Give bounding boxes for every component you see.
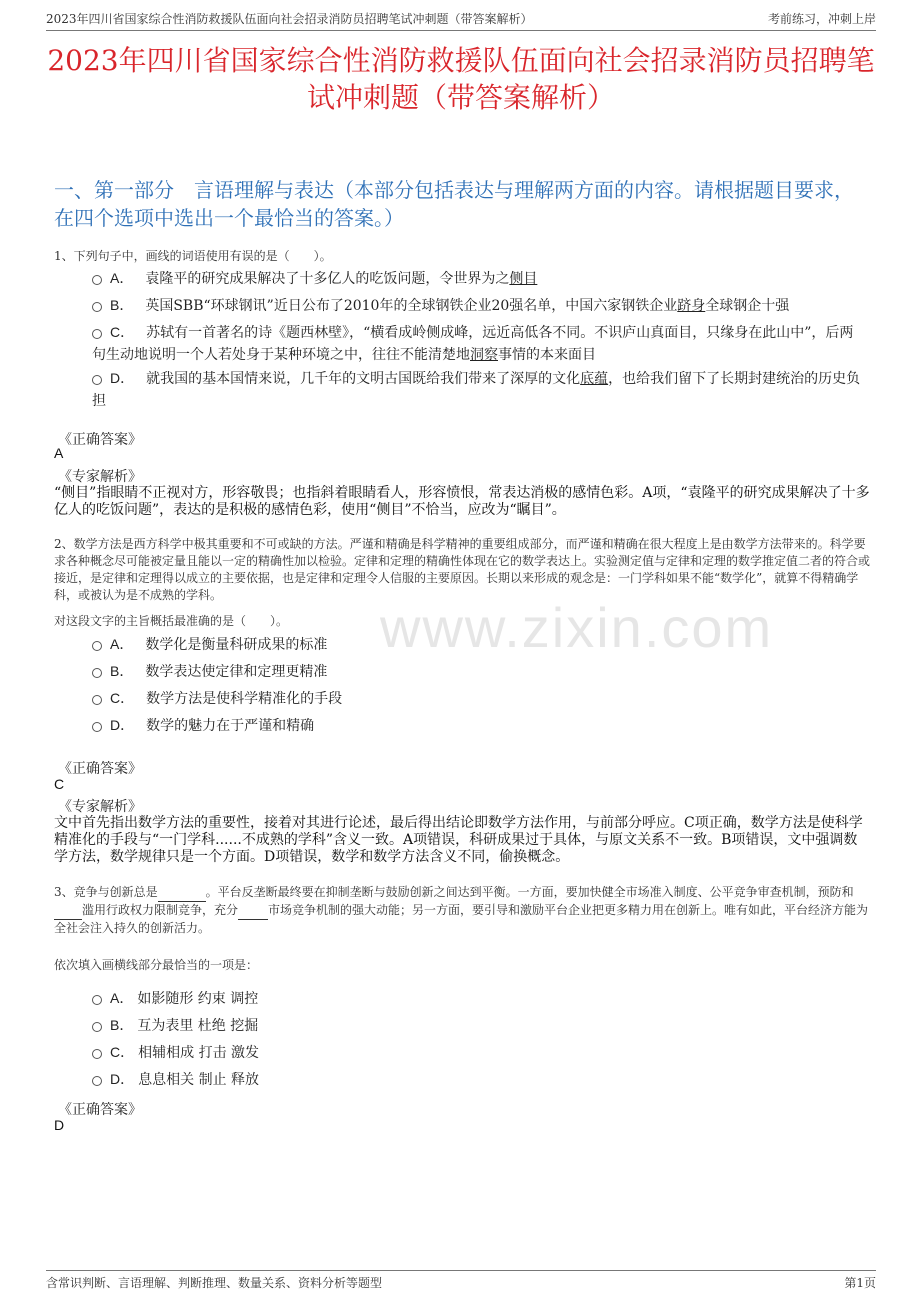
q1-analysis: “侧目”指眼睛不正视对方，形容敬畏；也指斜着眼睛看人，形容愤恨，常表达消极的感情色彩。A项，“袁隆平的研究成果解决了十多亿人的吃饭问题”，表达的是积极的感情色彩，使用“侧目”不恰当，应改为“瞩目”。 [54,485,870,518]
radio-icon[interactable] [92,375,102,385]
header-slogan: 考前练习，冲刺上岸 [767,12,876,26]
q1-answer: A [54,445,64,461]
radio-icon[interactable] [92,1076,102,1086]
radio-icon[interactable] [92,722,102,732]
blank-1 [158,884,206,902]
q1-option-d[interactable]: D． 就我国的基本国情来说，几千年的文明古国既给我们带来了深厚的文化底蕴，也给我们留下了长期封建统治的历史负担 [92,370,861,409]
blank-2 [54,902,82,920]
q1-option-a[interactable]: A． 袁隆平的研究成果解决了十多亿人的吃饭问题，令世界为之侧目 [92,267,864,290]
radio-icon[interactable] [92,668,102,678]
q3-option-b[interactable]: B． 互为表里 杜绝 挖掘 [92,1014,864,1037]
q3-option-a[interactable]: A． 如影随形 约束 调控 [92,987,864,1010]
radio-icon[interactable] [92,329,102,339]
q2-prompt: 对这段文字的主旨概括最准确的是（ ）。 [54,614,289,628]
footer-text: 含常识判断、言语理解、判断推理、数量关系、资料分析等题型 [46,1276,383,1290]
q1-analysis-label: 《专家解析》 [58,469,142,485]
page-number: 第1页 [844,1276,876,1290]
q2-answer-label: 《正确答案》 [58,761,142,777]
radio-icon[interactable] [92,641,102,651]
q2-answer: C [54,776,65,792]
q2-option-b[interactable]: B． 数学表达使定律和定理更精准 [92,660,864,683]
section-heading: 一、第一部分 言语理解与表达（本部分包括表达与理解两方面的内容。请根据题目要求，在四个选项中选出一个最恰当的答案。） [54,178,854,230]
radio-icon[interactable] [92,695,102,705]
radio-icon[interactable] [92,302,102,312]
q3-answer: D [54,1117,65,1133]
q3-stem: 3、竞争与创新总是 。平台反垄断最终要在抑制垄断与鼓励创新之间达到平衡。一方面，要加快健全市场准入制度、公平竞争审查机制，预防和 滥用行政权力限制竞争，充分 市场竞争机制的强大动能；另一方面，要引导和激励平台企业把更多精力用在创新上。唯有如此，平台经济方能为全社会注入持久的创新活力。 [54,885,869,935]
q3-answer-label: 《正确答案》 [58,1102,142,1118]
q3-option-d[interactable]: D． 息息相关 制止 释放 [92,1068,864,1091]
page-footer [46,1270,876,1291]
watermark: www.zixin.com [380,596,774,659]
q3-option-c[interactable]: C． 相辅相成 打击 激发 [92,1041,864,1064]
blank-3 [238,902,268,920]
document-title: 2023年四川省国家综合性消防救援队伍面向社会招录消防员招聘笔试冲刺题（带答案解析） [47,44,875,114]
q2-stem: 2、数学方法是西方科学中极其重要和不可或缺的方法。严谨和精确是科学精神的重要组成部分，而严谨和精确在很大程度上是由数学方法带来的。科学要求各种概念尽可能被定量且能以一定的精确性加以检验。定律和定理的精确性体现在它的数学表达上。实验测定值与定律和定理的数学推定值二者的符合或接近，是定律和定理得以成立的主要依据，也是定律和定理令人信服的主要原因。长期以来形成的观念是：一门学科如果不能“数学化”，就算不得精确学科，或被认为是不成熟的学科。 [54,537,871,602]
q1-option-c[interactable]: C． 苏轼有一首著名的诗《题西林壁》，“横看成岭侧成峰，远近高低各不同。不识庐山真面目，只缘身在此山中”，后两句生动地说明一个人若处身于某种环境之中，往往不能清楚地洞察事情的本来面目 [92,324,854,363]
radio-icon[interactable] [92,995,102,1005]
q1-option-b[interactable]: B． 英国SBB“环球钢讯”近日公布了2010年的全球钢铁企业20强名单，中国六家钢铁企业跻身全球钢企十强 [92,294,864,317]
radio-icon[interactable] [92,1022,102,1032]
q3-prompt: 依次填入画横线部分最恰当的一项是： [54,958,259,972]
q2-analysis-label: 《专家解析》 [58,799,142,815]
radio-icon[interactable] [92,1049,102,1059]
q2-option-d[interactable]: D． 数学的魅力在于严谨和精确 [92,714,864,737]
q2-option-a[interactable]: A． 数学化是衡量科研成果的标准 [92,633,864,656]
page-header [46,10,876,31]
q1-answer-label: 《正确答案》 [58,432,142,448]
q2-analysis: 文中首先指出数学方法的重要性，接着对其进行论述，最后得出结论即数学方法作用，与前部分呼应。C项正确，数学方法是使科学精准化的手段与“一门学科......不成熟的学科”含义一致。A项错误，科研成果过于具体，与原文关系不一致。B项错误，文中强调数学方法，数学规律只是一个方面。D项错误，数学和数学方法含义不同，偷换概念。 [54,815,863,865]
q2-option-c[interactable]: C． 数学方法是使科学精准化的手段 [92,687,864,710]
q1-stem: 1、下列句子中，画线的词语使用有误的是（ ）。 [54,249,332,263]
header-doc-title: 2023年四川省国家综合性消防救援队伍面向社会招录消防员招聘笔试冲刺题（带答案解析） [46,12,533,26]
radio-icon[interactable] [92,275,102,285]
